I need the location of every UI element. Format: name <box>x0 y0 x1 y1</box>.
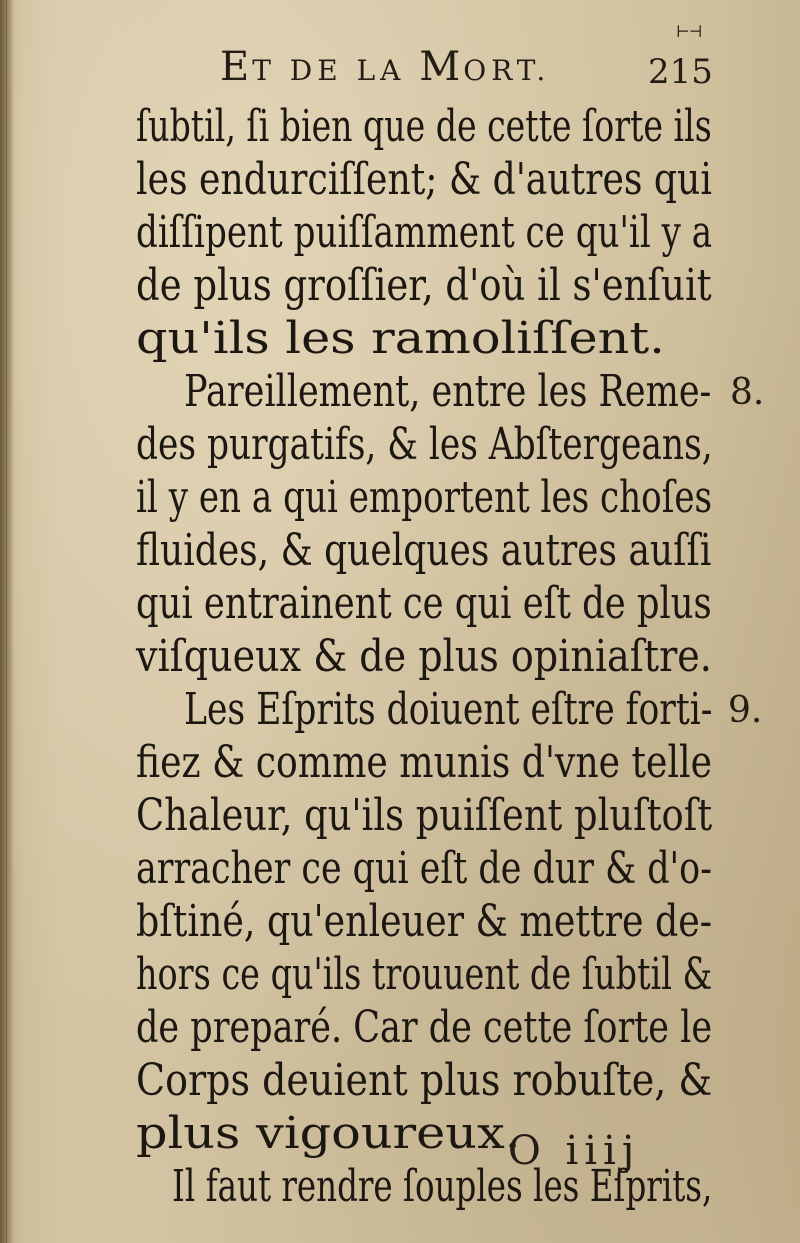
text-line-1: ſubtil, ſi bien que de cette ſorte ils <box>136 101 712 152</box>
running-head <box>220 44 550 90</box>
text-line-20: plus vigoureux. <box>136 1108 521 1159</box>
corner-mark: ⊢⊣ <box>676 22 702 41</box>
running-head-m: M <box>419 44 464 90</box>
text-line-14: Chaleur, qu'ils puiſſent pluſtoſt <box>136 790 713 841</box>
margin-note-9: 9. <box>728 690 763 731</box>
text-line-17: hors ce qu'ils trouuent de ſubtil & <box>136 949 713 1000</box>
text-line-6: Pareillement, entre les Reme- <box>184 366 712 417</box>
running-head-smallcaps: T DE LA <box>252 54 420 87</box>
book-spine-shadow <box>0 0 14 1243</box>
text-line-10: qui entrainent ce qui eſt de plus <box>136 578 712 629</box>
text-line-8: il y en a qui emportent les choſes <box>136 472 713 523</box>
running-head-end: ORT. <box>463 54 551 87</box>
text-line-19: Corps deuient plus robuſte, & <box>136 1055 713 1106</box>
text-line-13: fiez & comme munis d'vne telle <box>136 737 713 788</box>
text-line-21: Il faut rendre ſouples les Eſprits, <box>172 1161 713 1212</box>
text-line-3: diſſipent puiſſamment ce qu'il y a <box>136 207 713 258</box>
text-line-2: les endurciſſent; & d'autres qui <box>136 154 712 205</box>
text-line-9: fluides, & quelques autres auſſi <box>136 525 712 576</box>
signature-mark: O iiij <box>508 1128 641 1174</box>
text-line-18: de preparé. Car de cette ſorte le <box>136 1002 713 1053</box>
running-head-initial: E <box>220 44 253 90</box>
text-line-12: Les Eſprits doiuent eſtre forti- <box>184 684 713 735</box>
text-line-4: de plus groſſier, d'où il s'enſuit <box>136 260 712 311</box>
text-line-11: viſqueux & de plus opiniaſtre. <box>136 631 712 682</box>
margin-note-8: 8. <box>730 372 765 413</box>
text-line-5: qu'ils les ramoliſſent. <box>136 313 665 364</box>
text-line-15: arracher ce qui eſt de dur & d'o- <box>136 843 712 894</box>
text-line-16: bſtiné, qu'enleuer & mettre de- <box>136 896 713 947</box>
text-line-7: des purgatifs, & les Abſtergeans, <box>136 419 713 470</box>
page-number: 215 <box>648 52 713 92</box>
spine-edge-line <box>6 0 7 1243</box>
